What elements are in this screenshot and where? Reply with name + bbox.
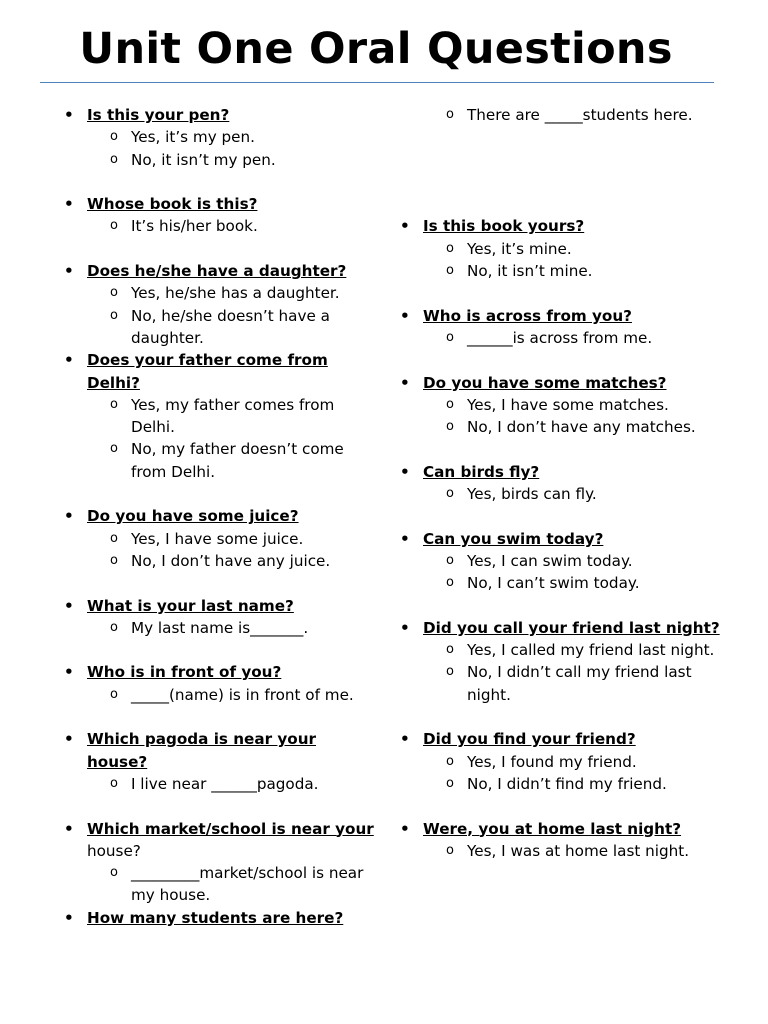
- question-text: Did you find your friend?: [423, 730, 636, 749]
- circle-bullet-icon: o: [446, 107, 454, 122]
- circle-bullet-icon: o: [446, 240, 454, 256]
- right-column: [400, 104, 720, 862]
- circle-bullet-icon: o: [446, 642, 454, 658]
- question-item: [64, 260, 380, 282]
- answer-item: [64, 394, 380, 439]
- circle-bullet-icon: o: [110, 530, 118, 546]
- bullet-icon: •: [64, 908, 74, 927]
- answer-text: Yes, I found my friend.: [467, 752, 637, 771]
- question-text: Can you swim today?: [423, 529, 604, 548]
- bullet-icon: •: [64, 819, 74, 838]
- bullet-icon: •: [64, 195, 74, 214]
- circle-bullet-icon: o: [110, 218, 118, 234]
- question-text: How many students are here?: [87, 908, 344, 927]
- question-item: [64, 728, 380, 773]
- question-text: Who is in front of you?: [87, 663, 282, 682]
- bullet-icon: •: [64, 663, 74, 682]
- question-item: [400, 818, 720, 840]
- answer-text: I live near ______pagoda.: [131, 774, 319, 793]
- answer-text: My last name is_______.: [131, 618, 309, 637]
- answer-item: [400, 550, 720, 572]
- question-text: Who is across from you?: [423, 306, 632, 325]
- answer-item: [64, 438, 380, 483]
- question-item: [64, 661, 380, 683]
- answer-item: [64, 282, 380, 304]
- answer-text: No, it isn’t mine.: [467, 262, 593, 281]
- answer-item: [400, 327, 720, 349]
- answer-text: No, I don’t have any juice.: [131, 551, 331, 570]
- answer-text: Yes, I called my friend last night.: [467, 641, 715, 660]
- bullet-icon: •: [400, 373, 410, 392]
- left-column: [64, 104, 380, 929]
- answer-text: There are _____students here.: [467, 106, 693, 124]
- answer-item: [64, 149, 380, 171]
- question-item: [64, 907, 380, 929]
- answer-text: It’s his/her book.: [131, 217, 258, 236]
- question-text: Do you have some matches?: [423, 373, 667, 392]
- question-text: Does your father come from Delhi?: [87, 351, 328, 392]
- question-text: Do you have some juice?: [87, 507, 299, 526]
- question-item: [64, 349, 380, 394]
- circle-bullet-icon: o: [110, 151, 118, 167]
- answer-text: Yes, I have some matches.: [467, 395, 669, 414]
- question-item: [400, 305, 720, 327]
- question-item: [400, 617, 720, 639]
- bullet-icon: •: [64, 507, 74, 526]
- answer-item: [400, 572, 720, 594]
- circle-bullet-icon: o: [446, 775, 454, 791]
- answer-item: [400, 751, 720, 773]
- question-text: Does he/she have a daughter?: [87, 262, 347, 281]
- question-item: [64, 193, 380, 215]
- answer-text: No, he/she doesn’t have a daughter.: [131, 306, 330, 347]
- question-text: Which market/school is near your: [87, 819, 374, 838]
- circle-bullet-icon: o: [110, 865, 118, 881]
- question-text: Is this book yours?: [423, 217, 585, 236]
- circle-bullet-icon: o: [110, 686, 118, 702]
- question-text: Which pagoda is near your house?: [87, 730, 317, 771]
- question-text-tail: house?: [87, 841, 141, 860]
- answer-text: No, my father doesn’t come from Delhi.: [131, 440, 344, 481]
- circle-bullet-icon: o: [110, 775, 118, 791]
- question-item: [64, 505, 380, 527]
- question-item: [64, 818, 380, 863]
- question-item: [400, 528, 720, 550]
- question-item: [400, 728, 720, 750]
- circle-bullet-icon: o: [110, 441, 118, 457]
- circle-bullet-icon: o: [110, 396, 118, 412]
- bullet-icon: •: [64, 730, 74, 749]
- answer-item: [400, 840, 720, 862]
- circle-bullet-icon: o: [446, 753, 454, 769]
- answer-item: [400, 104, 720, 126]
- answer-item: [64, 305, 380, 350]
- answer-text: ______is across from me.: [467, 328, 653, 347]
- answer-item: [400, 773, 720, 795]
- answer-item: [64, 550, 380, 572]
- answer-text: _________market/school is near my house.: [131, 864, 364, 905]
- circle-bullet-icon: o: [110, 129, 118, 145]
- answer-text: Yes, my father comes from Delhi.: [131, 395, 335, 437]
- circle-bullet-icon: o: [446, 329, 454, 345]
- question-text: Can birds fly?: [423, 462, 540, 481]
- bullet-icon: •: [64, 596, 74, 615]
- bullet-icon: •: [400, 819, 410, 838]
- question-item: [400, 461, 720, 483]
- answer-item: [64, 617, 380, 639]
- question-item: [64, 104, 380, 126]
- circle-bullet-icon: o: [110, 285, 118, 301]
- question-item: [64, 595, 380, 617]
- answer-item: [64, 684, 380, 706]
- bullet-icon: •: [400, 462, 410, 481]
- bullet-icon: •: [400, 730, 410, 749]
- answer-text: _____(name) is in front of me.: [131, 685, 354, 704]
- answer-item: [400, 416, 720, 438]
- circle-bullet-icon: o: [446, 842, 454, 858]
- answer-text: No, I can’t swim today.: [467, 574, 640, 593]
- answer-text: Yes, he/she has a daughter.: [131, 284, 340, 303]
- answer-text: No, I don’t have any matches.: [467, 418, 696, 437]
- answer-item: [400, 238, 720, 260]
- answer-item: [400, 260, 720, 282]
- answer-text: Yes, I can swim today.: [467, 551, 633, 570]
- circle-bullet-icon: o: [110, 552, 118, 568]
- answer-text: Yes, birds can fly.: [467, 485, 597, 504]
- answer-text: Yes, I was at home last night.: [467, 841, 690, 860]
- bullet-icon: •: [64, 262, 74, 281]
- answer-text: No, I didn’t find my friend.: [467, 774, 667, 793]
- answer-item: [64, 126, 380, 148]
- circle-bullet-icon: o: [446, 396, 454, 412]
- question-text: What is your last name?: [87, 596, 294, 615]
- bullet-icon: •: [400, 217, 410, 236]
- bullet-icon: •: [400, 618, 410, 637]
- circle-bullet-icon: o: [446, 419, 454, 435]
- answer-item: [64, 862, 380, 907]
- circle-bullet-icon: o: [110, 619, 118, 635]
- bullet-icon: •: [64, 351, 74, 370]
- question-text: Whose book is this?: [87, 195, 258, 214]
- question-item: [400, 372, 720, 394]
- title-divider: [40, 82, 714, 83]
- page-title: Unit One Oral Questions: [79, 24, 673, 74]
- answer-text: Yes, I have some juice.: [131, 529, 304, 548]
- circle-bullet-icon: o: [446, 486, 454, 502]
- question-text: Did you call your friend last night?: [423, 618, 720, 637]
- answer-item: [64, 773, 380, 795]
- answer-text: Yes, it’s mine.: [467, 239, 572, 258]
- circle-bullet-icon: o: [446, 552, 454, 568]
- answer-item: [400, 394, 720, 416]
- answer-text: Yes, it’s my pen.: [131, 128, 255, 147]
- circle-bullet-icon: o: [446, 575, 454, 591]
- answer-item: [400, 639, 720, 661]
- answer-text: No, I didn’t call my friend last night.: [467, 663, 692, 704]
- bullet-icon: •: [400, 306, 410, 325]
- answer-item: [64, 528, 380, 550]
- circle-bullet-icon: o: [446, 664, 454, 680]
- answer-item: [400, 483, 720, 505]
- circle-bullet-icon: o: [110, 307, 118, 323]
- question-item: [400, 215, 720, 237]
- bullet-icon: •: [400, 529, 410, 548]
- answer-text: No, it isn’t my pen.: [131, 150, 276, 169]
- circle-bullet-icon: o: [446, 263, 454, 279]
- bullet-icon: •: [64, 106, 74, 124]
- answer-item: [400, 661, 720, 706]
- question-text: Were, you at home last night?: [423, 819, 682, 838]
- answer-item: [64, 215, 380, 237]
- question-text: Is this your pen?: [87, 106, 230, 124]
